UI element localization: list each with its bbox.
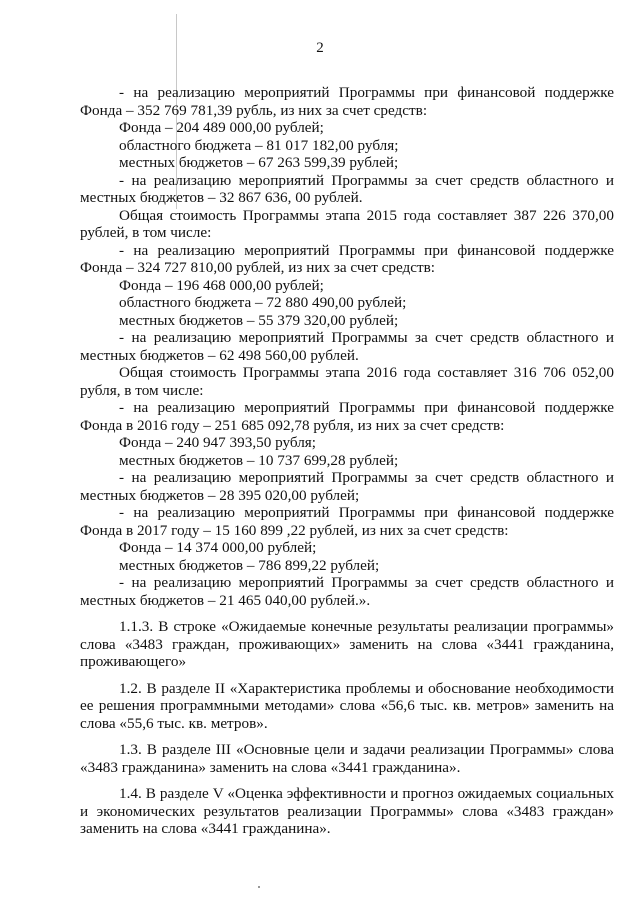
text-line: местных бюджетов – 62 498 560,00 рублей. [80,346,359,364]
text-line: местных бюджетов – 786 899,22 рублей; [119,556,380,574]
text-line: - на реализацию мероприятий Программы за счет средств областного и [119,171,614,189]
text-line: Фонда – 324 727 810,00 рублей, из них за счет средств: [80,259,435,276]
page-number: 2 [316,40,324,56]
text-line: местных бюджетов – 55 379 320,00 рублей; [119,311,399,329]
text-line: - на реализацию мероприятий Программы при финансовой поддержке [119,399,614,416]
text-line: Фонда в 2017 году – 15 160 899 ,22 рублей, из них за счет средств: [80,521,509,539]
text-line: областного бюджета – 72 880 490,00 рублей; [119,294,407,311]
text-line: - на реализацию мероприятий Программы за счет средств областного и [119,469,614,486]
text-line: Фонда – 196 468 000,00 рублей; [119,276,324,294]
text-line: местных бюджетов – 21 465 040,00 рублей.». [80,591,371,609]
text-line: «3483 гражданина» заменить на слова «3441 гражданина». [80,758,461,776]
text-line: - на реализацию мероприятий Программы за счет средств областного и [119,329,614,346]
text-line: Фонда – 240 947 393,50 рубля; [119,434,317,451]
document-body [80,84,614,838]
text-line: проживающего» [80,653,187,670]
text-line: рублей, в том числе: [80,224,212,241]
text-line: - на реализацию мероприятий Программы при финансовой поддержке [119,504,614,521]
text-line: и экономических результатов реализации Программы» слова «3483 граждан» [80,802,614,820]
text-line: Фонда – 204 489 000,00 рублей; [119,119,324,136]
text-line: 1.2. В разделе II «Характеристика проблемы и обоснование необходимости [119,679,614,697]
text-line: ее решения программными методами» слова «56,6 тыс. кв. метров» заменить на [80,697,614,714]
text-line: 1.3. В разделе III «Основные цели и задачи реализации Программы» слова [119,741,614,758]
text-line: заменить на слова «3441 гражданина». [80,820,331,837]
paragraph-gap [80,671,614,680]
scan-speck [258,886,260,888]
text-line: - на реализацию мероприятий Программы при финансовой поддержке [119,84,614,101]
text-line: областного бюджета – 81 017 182,00 рубля; [119,136,399,154]
text-line: местных бюджетов – 10 737 699,28 рублей; [119,451,399,469]
text-line: слова «55,6 тыс. кв. метров». [80,714,268,732]
text-line: Фонда – 14 374 000,00 рублей; [119,539,317,556]
paragraph-gap [80,732,614,741]
text-line: местных бюджетов – 67 263 599,39 рублей; [119,154,399,171]
text-line: - на реализацию мероприятий Программы при финансовой поддержке [119,241,614,259]
text-line: Общая стоимость Программы этапа 2016 года составляет 316 706 052,00 [119,364,614,381]
text-line: местных бюджетов – 28 395 020,00 рублей; [80,486,360,504]
text-line: Фонда в 2016 году – 251 685 092,78 рубля, из них за счет средств: [80,416,505,434]
text-line: местных бюджетов – 32 867 636, 00 рублей. [80,189,363,206]
text-line: слова «3483 граждан, проживающих» заменить на слова «3441 гражданина, [80,635,614,653]
text-line: Общая стоимость Программы этапа 2015 года составляет 387 226 370,00 [119,206,614,224]
text-line: 1.4. В разделе V «Оценка эффективности и прогноз ожидаемых социальных [119,785,614,802]
text-line: Фонда – 352 769 781,39 рубль, из них за счет средств: [80,101,428,119]
paragraph-gap [80,776,614,785]
text-line: рубля, в том числе: [80,381,204,399]
text-line: 1.1.3. В строке «Ожидаемые конечные результаты реализации программы» [119,618,614,635]
text-line: - на реализацию мероприятий Программы за счет средств областного и [119,574,614,591]
paragraph-gap [80,609,614,618]
